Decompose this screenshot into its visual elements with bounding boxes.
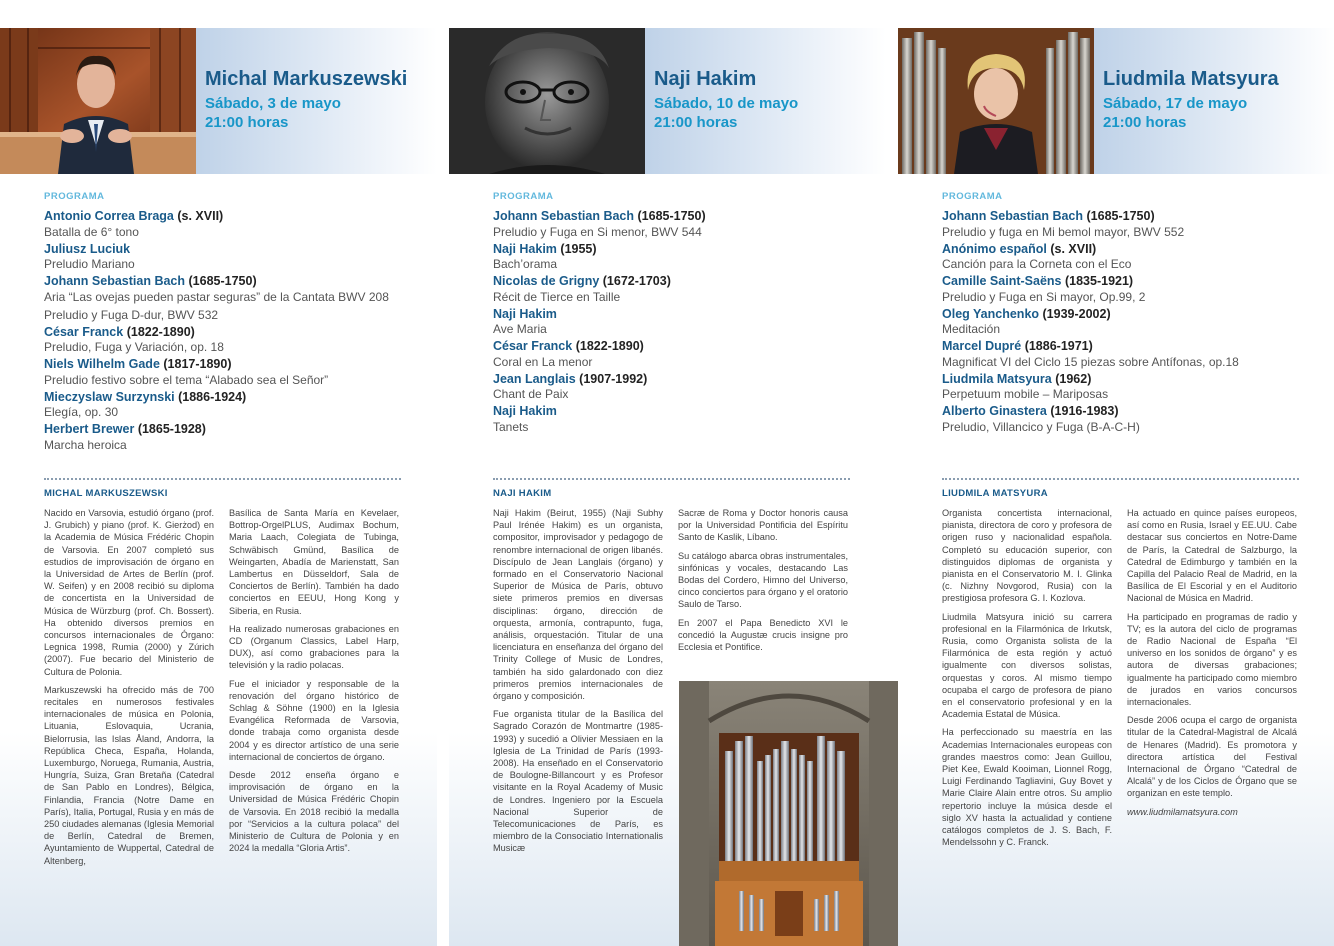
composer-line bbox=[44, 274, 434, 290]
artist-photo-markuszewski bbox=[0, 28, 196, 174]
composer-name: Oleg Yanchenko bbox=[942, 306, 1040, 321]
composer-name: Johann Sebastian Bach bbox=[44, 274, 186, 288]
bio-paragraph: Desde 2012 enseña órgano e improvisación de órgano en la Universidad de Música Frédéric Chopin de Varsovia. En 2018 recibió la medalla por “Servicios a la cultura polaca” del Ministerio de Cultura de Polonia y en 2024 la medalla “Gloria Artis”. bbox=[229, 770, 399, 854]
composer-name: Naji Hakim bbox=[493, 241, 557, 256]
composer-line bbox=[493, 372, 883, 388]
artist-photo-matsyura bbox=[898, 28, 1094, 174]
work-title: Chant de Paix bbox=[493, 387, 569, 401]
artist-header bbox=[449, 28, 886, 174]
artist-header bbox=[0, 28, 437, 174]
bio-paragraph: Naji Hakim (Beirut, 1955) (Naji Subhy Paul Irénée Hakim) es un organista, compositor, improvisador y pedagogo de renombre internacional de origen libanés. Discípulo de Jean Langlais (órgano) y formado en el Conservatorio Nacional Superior de Música de París, obtuvo siete primeros premios en diversas disciplinas: órgano, dirección de orquesta, armonía, contrapunto, fuga, análisis, orquestación. Titular de una licenciatura en enseñanza del órgano del Trinity College of Music de Londres, también ha sido galardonado con diez primeros premios internacionales de órgano y composición. bbox=[493, 508, 663, 702]
composer-name: Jean Langlais bbox=[493, 371, 576, 386]
section-divider bbox=[44, 478, 401, 480]
bio-paragraph: Ha realizado numerosas grabaciones en CD (Organum Classics, Label Harp, DUX), así como grabaciones para la televisión y la radio polacas. bbox=[229, 623, 399, 671]
composer-dates: (1685-1750) bbox=[1086, 209, 1155, 223]
bio-title: NAJI HAKIM bbox=[493, 488, 552, 499]
composer-name: Johann Sebastian Bach bbox=[942, 209, 1084, 223]
bio-paragraph: Fue organista titular de la Basílica del Sagrado Corazón de Montmartre (1985-1993) y sucedió a Olivier Messiaen en la Iglesia de La Trinidad de París (1993-2008). Ha enseñado en el Conservatorio de Boulogne-Billancourt y es Profesor visitante en la Royal Academy of Music de Londres. Ingeniero por la Escuela Nacional Superior de Telecomunicaciones de París, es miembro de la Consociatio Internationalis Musicæ bbox=[493, 709, 663, 854]
artist-title-band bbox=[196, 28, 437, 174]
composer-name: Liudmila Matsyura bbox=[942, 371, 1052, 386]
composer-line bbox=[493, 404, 883, 420]
composer-line bbox=[942, 404, 1332, 420]
bio-title: LIUDMILA MATSYURA bbox=[942, 488, 1048, 499]
program-list bbox=[44, 209, 434, 455]
program-item bbox=[493, 372, 883, 403]
program-item bbox=[942, 242, 1332, 273]
bio-text-left bbox=[44, 507, 214, 873]
work-title: Canción para la Corneta con el Eco bbox=[942, 257, 1132, 271]
artist-name: Naji Hakim bbox=[654, 68, 757, 90]
composer-line bbox=[493, 274, 883, 290]
composer-dates: (1907-1992) bbox=[579, 371, 648, 386]
composer-line bbox=[493, 242, 883, 258]
work-title: Aria “Las ovejas pueden pastar seguras” de la Cantata BWV 208 bbox=[44, 289, 389, 304]
bio-paragraph: Su catálogo abarca obras instrumentales, sinfónicas y vocales, destacando Las Bodas del Cordero, Himno del Universo, cinco conciertos para órgano y el oratorio Saulo de Tarso. bbox=[678, 550, 848, 610]
concert-date: Sábado, 17 de mayo bbox=[1103, 95, 1248, 112]
concert-time: 21:00 horas bbox=[1103, 114, 1187, 131]
composer-dates: (1817-1890) bbox=[163, 357, 232, 371]
composer-dates: (1822-1890) bbox=[126, 324, 195, 339]
composer-dates: (s. XVII) bbox=[177, 209, 224, 223]
website-link[interactable]: www.liudmilamatsyura.com bbox=[1127, 806, 1238, 817]
program-list bbox=[942, 209, 1332, 437]
section-divider bbox=[493, 478, 850, 480]
composer-line bbox=[44, 357, 434, 373]
composer-name: Antonio Correa Braga bbox=[44, 209, 174, 223]
program-item bbox=[942, 274, 1332, 305]
work-title: Bach’orama bbox=[493, 257, 558, 271]
composer-dates: (1886-1924) bbox=[178, 389, 247, 404]
composer-line bbox=[942, 242, 1332, 258]
bio-text-right bbox=[229, 507, 399, 860]
bio-paragraph: Markuszewski ha ofrecido más de 700 recitales en numerosos festivales internacionales de música en Polonia, Lituania, Eslovaquia, Ucrania, Bielorrusia, las Islas Åland, Andorra, la República Checa, España, Holanda, Luxemburgo, Noruega, Rumania, Austria, Hungría, Suiza, Gran Bretaña (Catedral de San Pablo en Londres), Bélgica, Finlandia, Francia (Notre Dame en París), Italia, Portugal, Rusia y en más de 250 ciudades alemanas (Iglesia Memorial de Berlín, Catedral de Bremen, Ayuntamiento de Wuppertal, Catedral de Altenberg, bbox=[44, 684, 214, 866]
program-item bbox=[942, 339, 1332, 370]
work-title: Tanets bbox=[493, 419, 529, 434]
work-title: Preludio y Fuga en Si menor, BWV 544 bbox=[493, 224, 702, 239]
bio-text-right bbox=[678, 507, 848, 659]
composer-dates: (1962) bbox=[1055, 371, 1092, 386]
work-title: Magnificat VI del Ciclo 15 piezas sobre Antífonas, op.18 bbox=[942, 354, 1239, 369]
bio-paragraph: Ha perfeccionado su maestría en las Academias Internacionales europeas con grandes maestros como: Jean Guillou, Piet Kee, Ewald Kooiman, Lionnel Rogg, Luigi Ferdinando Tagliavini, Guy Bovet y Marie Claire Alain entre otros. Su amplio repertorio incluye la música desde el siglo XV hasta la actualidad y contiene catálogos completos de J. S. Bach, F. Mendelssohn y C. Franck. bbox=[942, 727, 1112, 848]
composer-name: Naji Hakim bbox=[493, 404, 557, 418]
composer-name: Alberto Ginastera bbox=[942, 404, 1047, 418]
composer-name: Nicolas de Grigny bbox=[493, 274, 600, 288]
composer-name: Herbert Brewer bbox=[44, 422, 135, 436]
program-label: PROGRAMA bbox=[44, 191, 105, 202]
composer-name: Camille Saint-Saëns bbox=[942, 274, 1062, 288]
composer-dates: (1822-1890) bbox=[575, 339, 644, 353]
composer-name: Johann Sebastian Bach bbox=[493, 209, 635, 223]
artist-column-matsyura bbox=[898, 0, 1334, 946]
work-title: Preludio y Fuga D-dur, BWV 532 bbox=[44, 307, 219, 322]
composer-line bbox=[44, 209, 434, 225]
composer-line bbox=[44, 422, 434, 438]
composer-dates: (1939-2002) bbox=[1042, 306, 1111, 321]
bio-paragraph: Nacido en Varsovia, estudió órgano (prof. J. Grubich) y piano (prof. K. Gierżod) en la Academia de Música Frédéric Chopin de Varsovia. En 2007 completó sus estudios de improvisación de órgano en la Universidad de Artes de Berlín (prof. W. Seifen) y en 2008 recibió su diploma de concertista en la Universidad de Música de Würzburg (prof. Ch. Bossert). Ha obtenido diversos premios en concursos internacionales de Órgano: Legnica 1998, Rumia (2000) y Zúrich (2007). Fue becario del Ministerio de Cultura de Polonia. bbox=[44, 508, 214, 677]
bio-text-right bbox=[1127, 507, 1297, 824]
bio-paragraph: En 2007 el Papa Benedicto XVI le concedió la Augustæ crucis insigne pro Ecclesia et Pontifice. bbox=[678, 617, 848, 653]
artist-title-band bbox=[1094, 28, 1334, 174]
work-title: Coral en La menor bbox=[493, 354, 593, 369]
bio-paragraph: Ha actuado en quince países europeos, así como en Rusia, Israel y EE.UU. Cabe destacar sus conciertos en Notre-Dame de París, la Catedral de Salzburgo, la Catedral de Edimburgo y también en la Capilla del Palacio Real de Madrid, en la Basílica de El Escorial y en el Auditorio Nacional de Música en Madrid. bbox=[1127, 508, 1297, 604]
program-item bbox=[44, 390, 434, 421]
composer-dates: (1685-1750) bbox=[188, 274, 257, 288]
work-title: Elegía, op. 30 bbox=[44, 405, 119, 419]
composer-dates: (1685-1750) bbox=[637, 209, 706, 223]
program-item bbox=[493, 242, 883, 273]
work-title: Meditación bbox=[942, 322, 1001, 336]
work-title: Preludio Mariano bbox=[44, 257, 135, 271]
work-title: Preludio, Villancico y Fuga (B-A-C-H) bbox=[942, 419, 1140, 434]
artist-title-band bbox=[645, 28, 886, 174]
work-title: Ave Maria bbox=[493, 322, 547, 336]
bio-paragraph: Desde 2006 ocupa el cargo de organista titular de la Catedral-Magistral de Alcalá de Henares (Madrid). Es promotora y directora artística del Festival Internacional de Órgano “Catedral de Alcalá” y de los Ciclos de Órgano que se organizan en este templo. bbox=[1127, 715, 1297, 799]
organ-photo bbox=[679, 681, 899, 946]
bio-paragraph: Basílica de Santa María en Kevelaer, Bottrop-OrgelPLUS, Audimax Bochum, Maria Laach, Colegiata de Tubinga, Schwäbisch Gmünd, Basílica de Weingarten, Abadía de Marienstatt, San Lambertus en Düsseldorf, Sala de Conciertos de Berlín). También ha dado conciertos en EEUU, Hong Kong y Siberia, en Rusia. bbox=[229, 508, 399, 616]
program-item bbox=[44, 242, 434, 273]
bio-title: MICHAL MARKUSZEWSKI bbox=[44, 488, 168, 499]
program-item bbox=[44, 422, 434, 453]
composer-dates: (1835-1921) bbox=[1064, 274, 1134, 288]
artist-photo-hakim bbox=[449, 28, 645, 174]
composer-line bbox=[942, 307, 1332, 323]
bio-text-left bbox=[942, 507, 1112, 854]
program-item bbox=[942, 307, 1332, 338]
bio-paragraph: Fue el iniciador y responsable de la renovación del órgano histórico de Schlag & Söhne (1900) en la Iglesia Evangélica Reformada de Varsovia, donde trabaja como organista desde 2004 y es director artístico de una serie internacional de conciertos de órgano. bbox=[229, 678, 399, 762]
composer-name: Marcel Dupré bbox=[942, 339, 1022, 353]
program-item bbox=[493, 339, 883, 370]
bio-paragraph: Organista concertista internacional, pianista, directora de coro y profesora de origen ruso y nacionalidad española. Completó su educación superior, con distinguidos diplomas de organista y pianista en el Conservatorio M. I. Glinka (c. Nizhny Novgorod, Rusia) con la prestigiosa profesora G. I. Kozlova. bbox=[942, 508, 1112, 604]
composer-dates: (1865-1928) bbox=[137, 422, 206, 436]
work-title: Marcha heroica bbox=[44, 437, 127, 452]
composer-line bbox=[942, 209, 1332, 225]
work-title: Récit de Tierce en Taille bbox=[493, 289, 621, 304]
section-divider bbox=[942, 478, 1299, 480]
composer-line bbox=[44, 242, 434, 258]
composer-dates: (1955) bbox=[560, 241, 597, 256]
program-item bbox=[493, 209, 883, 240]
program-item bbox=[493, 404, 883, 435]
program-item bbox=[493, 307, 883, 338]
composer-line bbox=[44, 390, 434, 406]
program-item bbox=[44, 357, 434, 388]
work-title: Perpetuum mobile – Mariposas bbox=[942, 387, 1109, 401]
artist-column-markuszewski bbox=[0, 0, 437, 946]
work-title: Preludio festivo sobre el tema “Alabado sea el Señor” bbox=[44, 372, 329, 387]
concert-time: 21:00 horas bbox=[654, 114, 738, 131]
program-label: PROGRAMA bbox=[942, 191, 1003, 202]
artist-name: Michal Markuszewski bbox=[205, 68, 408, 90]
work-title: Preludio, Fuga y Variación, op. 18 bbox=[44, 340, 224, 354]
bio-text-left bbox=[493, 507, 663, 861]
program-list bbox=[493, 209, 883, 437]
composer-name: Naji Hakim bbox=[493, 306, 557, 321]
composer-name: César Franck bbox=[493, 339, 573, 353]
work-title: Batalla de 6° tono bbox=[44, 224, 139, 239]
composer-line bbox=[493, 209, 883, 225]
work-title: Preludio y Fuga en Si mayor, Op.99, 2 bbox=[942, 289, 1146, 304]
composer-line bbox=[493, 339, 883, 355]
concert-date: Sábado, 10 de mayo bbox=[654, 95, 799, 112]
composer-name: Mieczyslaw Surzynski bbox=[44, 389, 175, 404]
program-item bbox=[942, 404, 1332, 435]
concert-date: Sábado, 3 de mayo bbox=[205, 95, 341, 112]
composer-name: Anónimo español bbox=[942, 241, 1047, 256]
program-item bbox=[44, 274, 434, 323]
program-item bbox=[44, 209, 434, 240]
artist-column-hakim bbox=[449, 0, 886, 946]
program-item bbox=[942, 209, 1332, 240]
bio-paragraph: Liudmila Matsyura inició su carrera profesional en la Filarmónica de Irkutsk, Rusia, como Organista solista de la Filarmónica de esta región y actuó igualmente con diversos solistas, orquestas y coros. Al mismo tiempo ocupaba el cargo de profesora de piano en el conservatorio profesional y en la Academia Estatal de Música. bbox=[942, 611, 1112, 720]
work-title: Preludio y fuga en Mi bemol mayor, BWV 552 bbox=[942, 224, 1185, 239]
composer-line bbox=[44, 325, 434, 341]
artist-header bbox=[898, 28, 1334, 174]
composer-dates: (1886-1971) bbox=[1024, 339, 1093, 353]
program-label: PROGRAMA bbox=[493, 191, 554, 202]
program-item bbox=[942, 372, 1332, 403]
composer-line bbox=[942, 274, 1332, 290]
bio-paragraph: Ha participado en programas de radio y TV; es la autora del ciclo de programas de Radio Nacional de España “El universo en los sonidos de órgano” y es autora de diversas grabaciones; igualmente ha participado como miembro de jurados en varios concursos internacionales. bbox=[1127, 611, 1297, 708]
composer-name: César Franck bbox=[44, 324, 124, 339]
composer-dates: (1672-1703) bbox=[602, 274, 671, 288]
composer-name: Juliusz Luciuk bbox=[44, 241, 131, 256]
composer-dates: (1916-1983) bbox=[1050, 404, 1119, 418]
program-item bbox=[493, 274, 883, 305]
composer-line bbox=[493, 307, 883, 323]
concert-time: 21:00 horas bbox=[205, 114, 289, 131]
artist-name: Liudmila Matsyura bbox=[1103, 68, 1279, 90]
program-item bbox=[44, 325, 434, 356]
composer-line bbox=[942, 339, 1332, 355]
bio-paragraph: Sacræ de Roma y Doctor honoris causa por la Universidad Pontificia del Espíritu Santo de Kaslik, Líbano. bbox=[678, 508, 848, 543]
composer-dates: (s. XVII) bbox=[1050, 241, 1097, 256]
composer-name: Niels Wilhelm Gade bbox=[44, 357, 160, 371]
composer-line bbox=[942, 372, 1332, 388]
